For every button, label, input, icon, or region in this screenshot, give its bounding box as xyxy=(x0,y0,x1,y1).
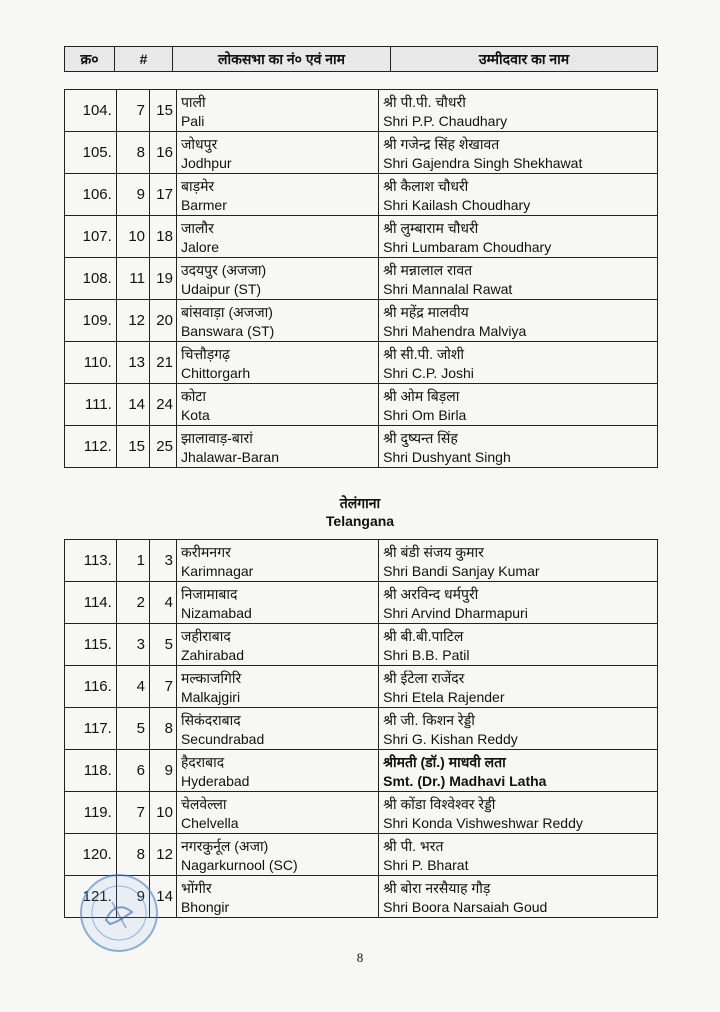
serial-number: 105. xyxy=(65,132,117,174)
table-row xyxy=(65,540,658,582)
state-serial: 4 xyxy=(116,666,149,708)
stamp-emblem-icon xyxy=(82,876,156,950)
serial-number: 116. xyxy=(65,666,117,708)
serial-number: 121. xyxy=(65,876,117,918)
constituency-number: 16 xyxy=(150,132,177,174)
header-constituency: लोकसभा का नं० एवं नाम xyxy=(173,47,391,72)
candidate-name-english: Shri B.B. Patil xyxy=(383,647,470,663)
state-serial: 9 xyxy=(116,876,149,918)
table-row xyxy=(65,708,658,750)
serial-number: 108. xyxy=(65,258,117,300)
constituency-name-english: Bhongir xyxy=(180,899,230,915)
constituency-name xyxy=(176,876,378,918)
serial-number: 120. xyxy=(65,834,117,876)
constituency-number: 25 xyxy=(150,426,177,468)
candidate-name-hindi: श्री मन्नालाल रावत xyxy=(383,262,473,278)
table-row xyxy=(65,834,658,876)
constituency-number: 21 xyxy=(150,342,177,384)
constituency-name-english: Jodhpur xyxy=(180,155,232,171)
constituency-number: 5 xyxy=(150,624,177,666)
header-candidate: उम्मीदवार का नाम xyxy=(391,47,658,72)
candidate-name-english: Shri Bandi Sanjay Kumar xyxy=(383,563,540,579)
serial-number: 119. xyxy=(65,792,117,834)
candidate-name xyxy=(379,876,658,918)
header-row xyxy=(65,47,658,72)
constituency-name xyxy=(176,342,378,384)
candidate-name xyxy=(379,258,658,300)
state-serial: 8 xyxy=(116,132,149,174)
candidate-name xyxy=(379,174,658,216)
constituency-name xyxy=(176,666,378,708)
state-serial: 11 xyxy=(116,258,149,300)
state-heading-english: Telangana xyxy=(325,513,395,529)
candidate-name xyxy=(379,342,658,384)
serial-number: 114. xyxy=(65,582,117,624)
serial-number: 117. xyxy=(65,708,117,750)
constituency-name-english: Chittorgarh xyxy=(180,365,251,381)
serial-number: 111. xyxy=(65,384,117,426)
office-stamp-seal xyxy=(80,874,158,952)
state-serial: 7 xyxy=(116,90,149,132)
constituency-name xyxy=(176,384,378,426)
candidate-name-hindi: श्री महेंद्र मालवीय xyxy=(383,304,469,320)
constituency-name xyxy=(176,750,378,792)
state-serial: 3 xyxy=(116,624,149,666)
candidate-name xyxy=(379,540,658,582)
candidate-name xyxy=(379,792,658,834)
table-row xyxy=(65,582,658,624)
table-row xyxy=(65,426,658,468)
constituency-name xyxy=(176,834,378,876)
constituency-number: 15 xyxy=(150,90,177,132)
candidate-name-english: Smt. (Dr.) Madhavi Latha xyxy=(383,773,547,789)
state-serial: 8 xyxy=(116,834,149,876)
state-serial: 6 xyxy=(116,750,149,792)
table-row xyxy=(65,750,658,792)
constituency-number: 19 xyxy=(150,258,177,300)
constituency-name-hindi: बांसवाड़ा (अजजा) xyxy=(180,304,273,320)
table-row xyxy=(65,792,658,834)
constituency-number: 9 xyxy=(150,750,177,792)
table-row xyxy=(65,174,658,216)
candidate-name-hindi: श्री कैलाश चौधरी xyxy=(383,178,469,194)
state-serial: 7 xyxy=(116,792,149,834)
state-serial: 5 xyxy=(116,708,149,750)
constituency-name xyxy=(176,582,378,624)
constituency-name-english: Karimnagar xyxy=(180,563,254,579)
candidate-name xyxy=(379,132,658,174)
state-heading xyxy=(0,494,720,530)
constituency-number: 17 xyxy=(150,174,177,216)
serial-number: 104. xyxy=(65,90,117,132)
state-serial: 14 xyxy=(116,384,149,426)
candidate-name-english: Shri Konda Vishweshwar Reddy xyxy=(383,815,583,831)
constituency-name-english: Banswara (ST) xyxy=(180,323,275,339)
candidate-name-english: Shri Arvind Dharmapuri xyxy=(383,605,528,621)
candidate-name-english: Shri Boora Narsaiah Goud xyxy=(383,899,548,915)
constituency-name-english: Chelvella xyxy=(180,815,239,831)
candidate-name-hindi: श्री पी. भरत xyxy=(383,838,444,854)
page-number: 8 xyxy=(356,950,364,965)
table-row xyxy=(65,342,658,384)
candidate-name xyxy=(379,300,658,342)
candidate-name xyxy=(379,216,658,258)
constituency-name-hindi: मल्काजगिरि xyxy=(180,670,242,686)
constituency-name-english: Udaipur (ST) xyxy=(180,281,262,297)
candidate-name xyxy=(379,90,658,132)
serial-number: 115. xyxy=(65,624,117,666)
constituency-name-english: Barmer xyxy=(180,197,227,213)
constituency-name-english: Zahirabad xyxy=(180,647,244,663)
candidate-name-english: Shri Etela Rajender xyxy=(383,689,505,705)
constituency-number: 8 xyxy=(150,708,177,750)
state-serial: 1 xyxy=(116,540,149,582)
constituency-name-hindi: झालावाड़-बारां xyxy=(180,430,253,446)
candidate-name-hindi: श्री कोंडा विश्वेश्वर रेड्डी xyxy=(383,796,496,812)
constituency-number: 4 xyxy=(150,582,177,624)
candidate-name-english: Shri Gajendra Singh Shekhawat xyxy=(383,155,583,171)
constituency-name-english: Pali xyxy=(180,113,205,129)
state-serial: 15 xyxy=(116,426,149,468)
constituency-name-hindi: बाड़मेर xyxy=(180,178,215,194)
table-row xyxy=(65,300,658,342)
state-serial: 10 xyxy=(116,216,149,258)
constituency-name-hindi: जोधपुर xyxy=(180,136,218,152)
serial-number: 109. xyxy=(65,300,117,342)
candidate-name-hindi: श्री दुष्यन्त सिंह xyxy=(383,430,458,446)
constituency-name-hindi: उदयपुर (अजजा) xyxy=(180,262,267,278)
constituency-name-english: Jalore xyxy=(180,239,220,255)
constituency-name-hindi: नगरकुर्नूल (अजा) xyxy=(180,838,269,854)
candidate-name-english: Shri Lumbaram Choudhary xyxy=(383,239,552,255)
constituency-number: 10 xyxy=(150,792,177,834)
table-row xyxy=(65,132,658,174)
constituency-name xyxy=(176,216,378,258)
constituency-name-english: Malkajgiri xyxy=(180,689,241,705)
constituency-name-hindi: कोटा xyxy=(180,388,207,404)
candidate-name-hindi: श्री पी.पी. चौधरी xyxy=(383,94,466,110)
constituency-name xyxy=(176,300,378,342)
serial-number: 106. xyxy=(65,174,117,216)
state-serial: 2 xyxy=(116,582,149,624)
constituency-number: 24 xyxy=(150,384,177,426)
candidate-name xyxy=(379,750,658,792)
table-row xyxy=(65,90,658,132)
constituency-name-english: Kota xyxy=(180,407,210,423)
serial-number: 107. xyxy=(65,216,117,258)
constituency-number: 7 xyxy=(150,666,177,708)
table-row xyxy=(65,666,658,708)
constituency-name-hindi: चेलवेल्ला xyxy=(180,796,227,812)
candidate-name-english: Shri C.P. Joshi xyxy=(383,365,474,381)
constituency-name-hindi: चित्तौड़गढ़ xyxy=(180,346,231,362)
candidate-name-english: Shri Mahendra Malviya xyxy=(383,323,527,339)
table-row xyxy=(65,384,658,426)
constituency-name xyxy=(176,540,378,582)
candidate-name xyxy=(379,834,658,876)
constituency-name-english: Nizamabad xyxy=(180,605,252,621)
table-row xyxy=(65,216,658,258)
candidate-name-english: Shri Kailash Choudhary xyxy=(383,197,531,213)
table-row xyxy=(65,258,658,300)
constituency-name-hindi: हैदराबाद xyxy=(180,754,225,770)
state-serial: 13 xyxy=(116,342,149,384)
constituency-name-hindi: निजामाबाद xyxy=(180,586,238,602)
serial-number: 112. xyxy=(65,426,117,468)
candidate-name-hindi: श्री बी.बी.पाटिल xyxy=(383,628,464,644)
constituency-name xyxy=(176,174,378,216)
constituency-name xyxy=(176,792,378,834)
constituency-name-english: Jhalawar-Baran xyxy=(180,449,280,465)
constituency-name-hindi: पाली xyxy=(180,94,206,110)
constituency-name-english: Nagarkurnool (SC) xyxy=(180,857,298,873)
candidate-name-hindi: श्री जी. किशन रेड्डी xyxy=(383,712,475,728)
candidate-name xyxy=(379,582,658,624)
candidate-name-hindi: श्री ओम बिड़ला xyxy=(383,388,460,404)
serial-number: 110. xyxy=(65,342,117,384)
constituency-name-hindi: सिकंदराबाद xyxy=(180,712,241,728)
candidate-name-hindi: श्री गजेन्द्र सिंह शेखावत xyxy=(383,136,500,152)
candidate-name xyxy=(379,666,658,708)
candidate-name-hindi: श्री ईटेला राजेंदर xyxy=(383,670,465,686)
constituency-name-hindi: जालौर xyxy=(180,220,214,236)
candidate-name-english: Shri Om Birla xyxy=(383,407,467,423)
candidate-name-hindi: श्री बंडी संजय कुमार xyxy=(383,544,484,560)
constituency-name-hindi: करीमनगर xyxy=(180,544,231,560)
candidate-name xyxy=(379,426,658,468)
telangana-table xyxy=(64,539,658,918)
constituency-number: 20 xyxy=(150,300,177,342)
state-heading-hindi: तेलंगाना xyxy=(339,495,381,511)
candidate-name-hindi: श्री सी.पी. जोशी xyxy=(383,346,465,362)
constituency-number: 14 xyxy=(150,876,177,918)
serial-number: 113. xyxy=(65,540,117,582)
candidate-name-english: Shri P.P. Chaudhary xyxy=(383,113,508,129)
constituency-number: 18 xyxy=(150,216,177,258)
header-sno: क्र० xyxy=(65,47,115,72)
constituency-name-hindi: भोंगीर xyxy=(180,880,212,896)
candidate-name-english: Shri G. Kishan Reddy xyxy=(383,731,518,747)
candidate-name xyxy=(379,624,658,666)
table-row xyxy=(65,624,658,666)
constituency-name xyxy=(176,132,378,174)
candidate-name xyxy=(379,708,658,750)
constituency-name xyxy=(176,258,378,300)
header-num: # xyxy=(115,47,173,72)
candidate-name-hindi: श्री बोरा नरसैयाह गौड़ xyxy=(383,880,491,896)
serial-number: 118. xyxy=(65,750,117,792)
rajasthan-table xyxy=(64,89,658,468)
constituency-name-english: Hyderabad xyxy=(180,773,250,789)
constituency-name-english: Secundrabad xyxy=(180,731,265,747)
constituency-number: 12 xyxy=(150,834,177,876)
candidate-name-english: Shri Mannalal Rawat xyxy=(383,281,513,297)
constituency-name-hindi: जहीराबाद xyxy=(180,628,231,644)
constituency-name xyxy=(176,708,378,750)
candidate-name xyxy=(379,384,658,426)
candidate-name-english: Shri P. Bharat xyxy=(383,857,469,873)
candidate-name-hindi: श्री अरविन्द धर्मपुरी xyxy=(383,586,479,602)
state-serial: 9 xyxy=(116,174,149,216)
candidate-name-english: Shri Dushyant Singh xyxy=(383,449,511,465)
header-table xyxy=(64,46,658,72)
state-serial: 12 xyxy=(116,300,149,342)
constituency-number: 3 xyxy=(150,540,177,582)
candidate-name-hindi: श्री लुम्बाराम चौधरी xyxy=(383,220,479,236)
constituency-name xyxy=(176,426,378,468)
constituency-name xyxy=(176,90,378,132)
candidate-name-hindi: श्रीमती (डॉ.) माधवी लता xyxy=(383,754,506,770)
constituency-name xyxy=(176,624,378,666)
